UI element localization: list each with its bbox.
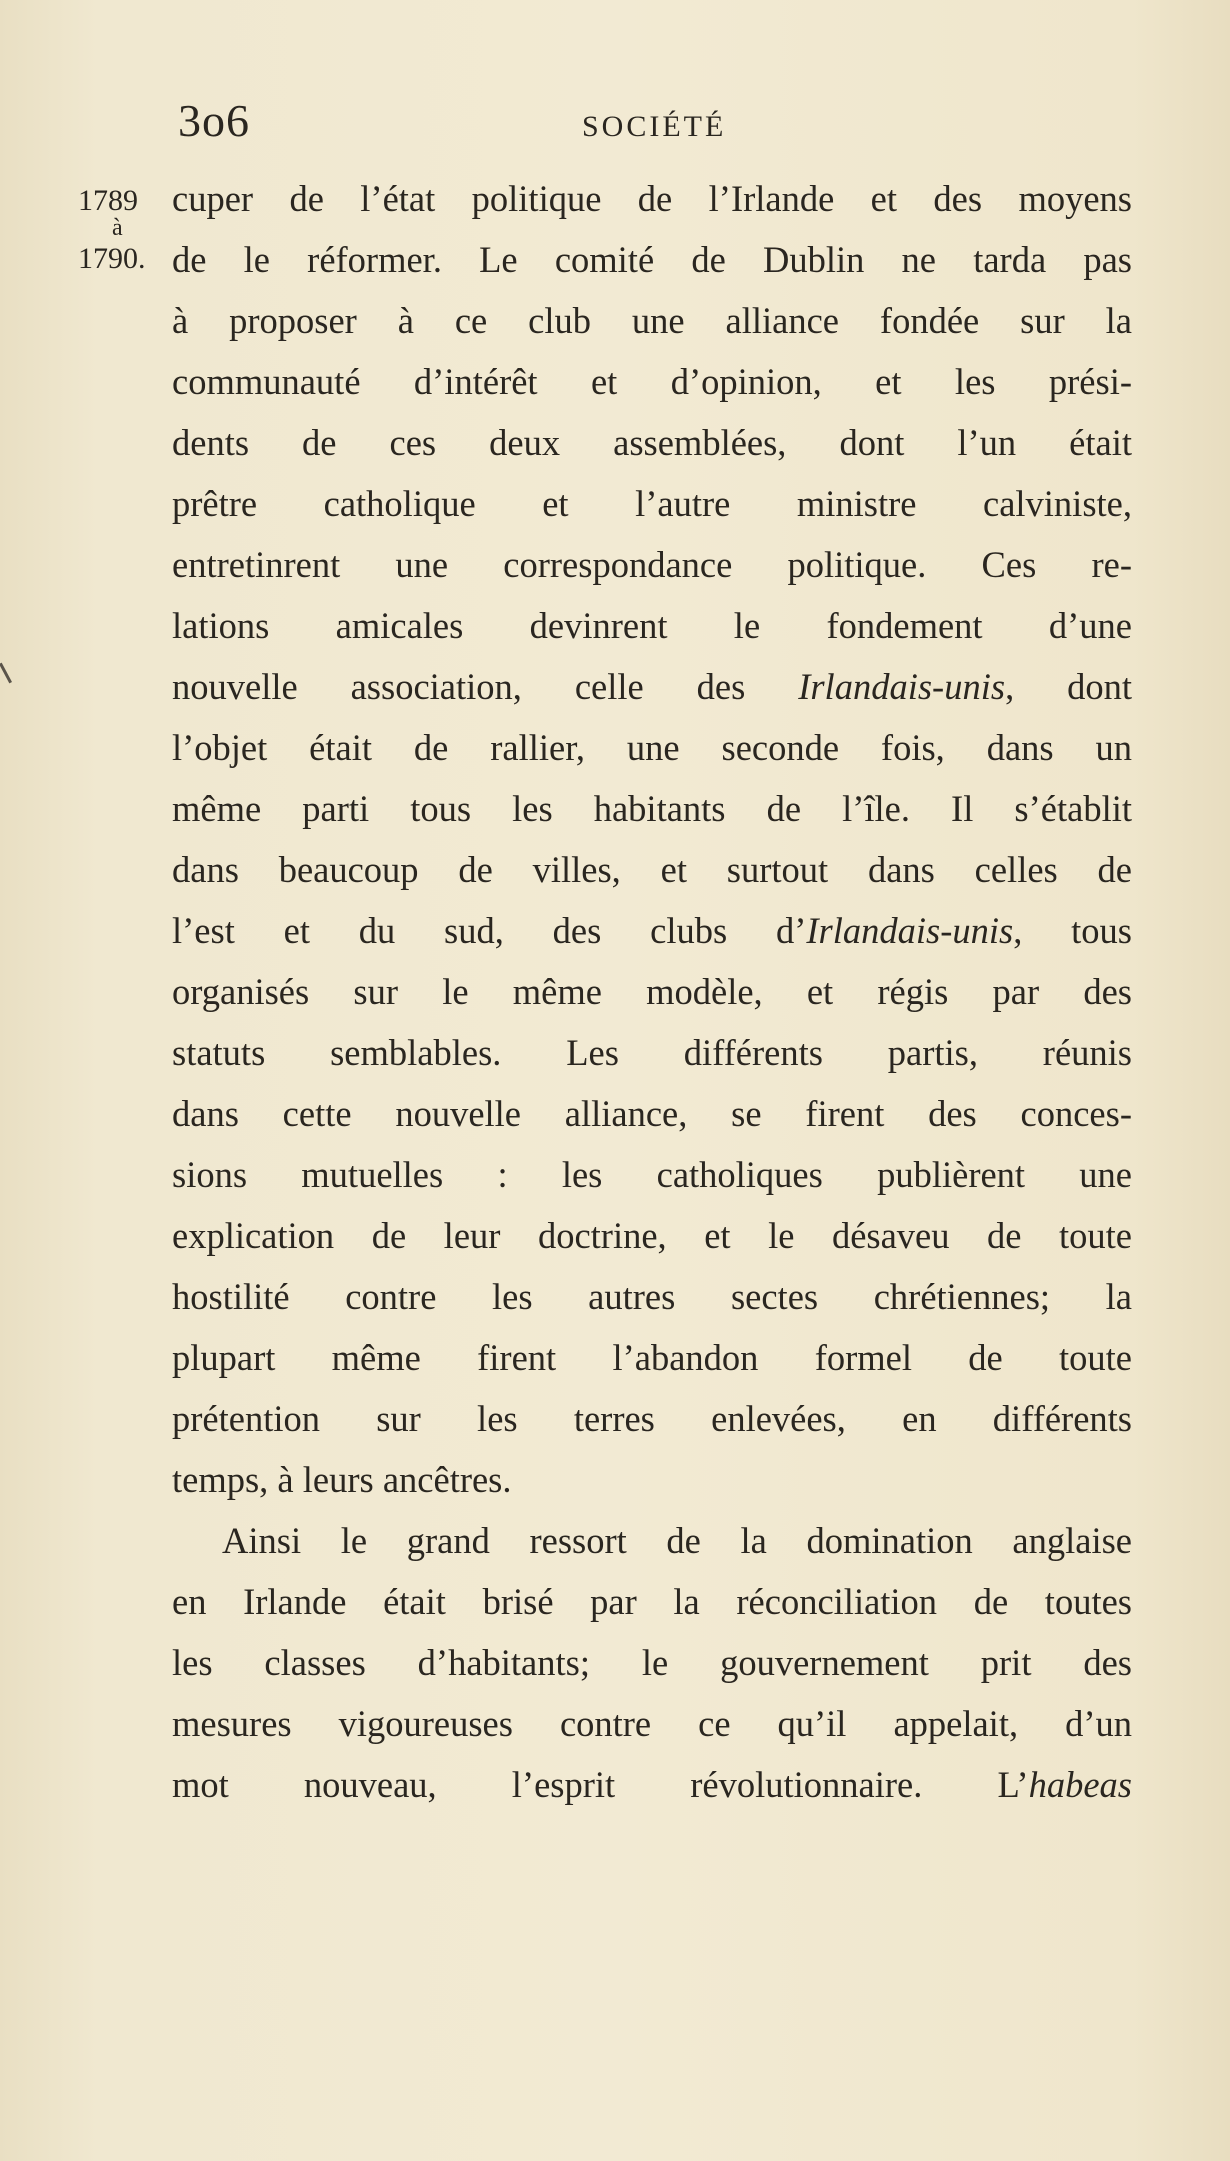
text-line: communauté d’intérêt et d’opinion, et les prési- <box>172 361 1132 402</box>
text-line: plupart même firent l’abandon formel de toute <box>172 1337 1132 1378</box>
text-line: dents de ces deux assemblées, dont l’un était <box>172 422 1132 463</box>
text-line: à proposer à ce club une alliance fondée sur la <box>172 300 1132 341</box>
text-line: cuper de l’état politique de l’Irlande et des moyens <box>172 178 1132 219</box>
margin-year-end: 1790. <box>78 242 146 275</box>
text-line: statuts semblables. Les différents partis, réunis <box>172 1032 1132 1073</box>
text-line: l’objet était de rallier, une seconde fois, dans un <box>172 727 1132 768</box>
text-line: dans cette nouvelle alliance, se firent des conces- <box>172 1093 1132 1134</box>
text-line: prêtre catholique et l’autre ministre calviniste, <box>172 483 1132 524</box>
text-line: explication de leur doctrine, et le désaveu de toute <box>172 1215 1132 1256</box>
text-line: en Irlande était brisé par la réconciliation de toutes <box>172 1581 1132 1622</box>
text-line: hostilité contre les autres sectes chrétiennes; la <box>172 1276 1132 1317</box>
margin-connector: à <box>112 215 123 241</box>
italic-term: Irlandais-unis <box>806 910 1014 951</box>
margin-year-start: 1789 <box>78 184 138 217</box>
text-line <box>172 900 1132 961</box>
italic-term: Irlandais-unis <box>798 666 1006 707</box>
page-number: 3o6 <box>178 95 250 146</box>
text-run: , tous <box>1013 910 1132 951</box>
text-line: les classes d’habitants; le gouvernement prit des <box>172 1642 1132 1683</box>
text-line <box>172 656 1132 717</box>
text-run: mot nouveau, l’esprit révolutionnaire. L’ <box>172 1764 1029 1805</box>
text-line: lations amicales devinrent le fondement d’une <box>172 605 1132 646</box>
text-line: sions mutuelles : les catholiques publièrent une <box>172 1154 1132 1195</box>
text-line: mesures vigoureuses contre ce qu’il appelait, d’un <box>172 1703 1132 1744</box>
text-line: entretinrent une correspondance politique. Ces re- <box>172 544 1132 585</box>
text-run: , dont <box>1005 666 1132 707</box>
running-head: SOCIÉTÉ <box>582 110 727 143</box>
text-line: même parti tous les habitants de l’île. Il s’établit <box>172 788 1132 829</box>
text-line: de le réformer. Le comité de Dublin ne tarda pas <box>172 239 1132 280</box>
text-run: l’est et du sud, des clubs d’ <box>172 910 807 951</box>
italic-term: habeas <box>1028 1764 1132 1805</box>
text-line <box>172 1754 1132 1815</box>
body-text <box>172 168 1132 1815</box>
text-run: nouvelle association, celle des <box>172 666 799 707</box>
text-line: Ainsi le grand ressort de la domination anglaise <box>222 1520 1132 1561</box>
margin-pencil-mark <box>0 663 12 684</box>
text-line: organisés sur le même modèle, et régis par des <box>172 971 1132 1012</box>
text-line: temps, à leurs ancêtres. <box>172 1459 512 1500</box>
text-line: prétention sur les terres enlevées, en différents <box>172 1398 1132 1439</box>
text-line: dans beaucoup de villes, et surtout dans celles de <box>172 849 1132 890</box>
